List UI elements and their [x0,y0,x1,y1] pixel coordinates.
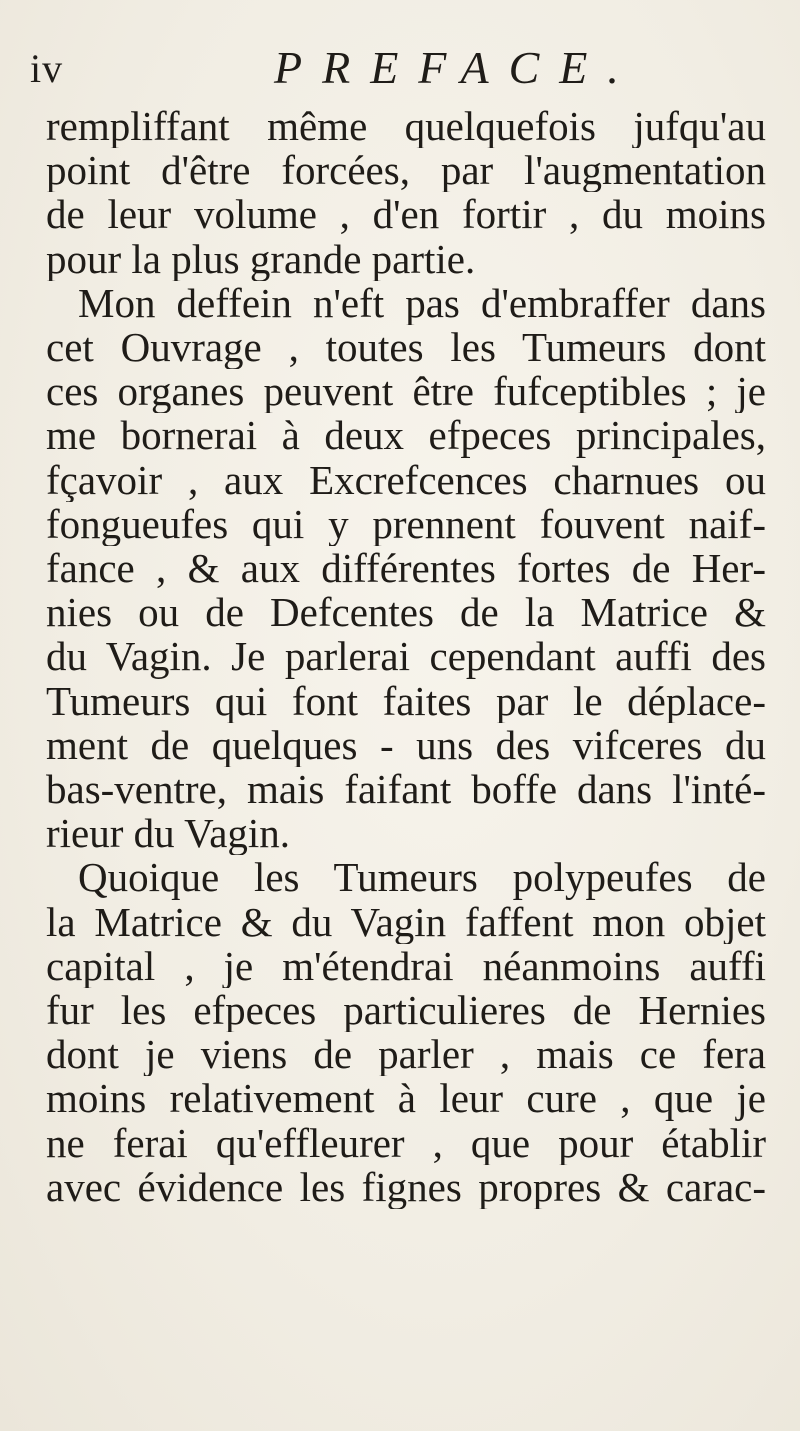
text-line: Mon deffein n'eft pas d'embraffer dans [78,280,766,326]
text-line: cet Ouvrage , toutes les Tumeurs dont [46,325,766,370]
text-line: fance , & aux différentes fortes de Her- [46,546,766,591]
text-line: ces organes peuvent être fufceptibles ; je [46,369,766,414]
text-line: point d'être forcées, par l'augmentation [46,148,766,193]
page-number: iv [30,46,64,91]
text-line: ment de quelques - uns des vifceres du [46,722,766,768]
text-line: Quoique les Tumeurs polypeufes de [78,855,766,900]
text-line: nies ou de Defcentes de la Matrice & [46,590,766,635]
text-line: la Matrice & du Vagin faffent mon objet [46,899,766,944]
text-line: pour la plus grande partie. [46,236,476,281]
text-line: avec évidence les fignes propres & carac- [46,1164,766,1210]
text-line: moins relativement à leur cure , que je [46,1076,766,1121]
page-header [30,40,770,100]
text-line: me bornerai à deux efpeces principales, [46,413,766,458]
text-line: du Vagin. Je parlerai cependant auffi des [46,634,766,679]
running-title: PREFACE. [274,42,639,93]
text-line: de leur volume , d'en fortir , du moins [46,192,766,237]
text-line: capital , je m'étendrai néanmoins auffi [46,943,766,989]
text-line: dont je viens de parler , mais ce fera [46,1032,766,1077]
text-line: Tumeurs qui font faites par le déplace- [46,678,766,723]
text-line: fçavoir , aux Excrefcences charnues ou [46,457,766,502]
body-text [46,104,766,1209]
text-line: fur les efpeces particulieres de Hernies [46,988,766,1033]
text-line: fongueufes qui y prennent fouvent naif- [46,501,766,547]
text-line: bas-ventre, mais faifant boffe dans l'inté- [46,767,766,812]
text-line: rieur du Vagin. [46,811,291,856]
text-line: ne ferai qu'effleurer , que pour établir [46,1120,766,1165]
text-line: rempliffant même quelquefois jufqu'au [46,104,766,149]
